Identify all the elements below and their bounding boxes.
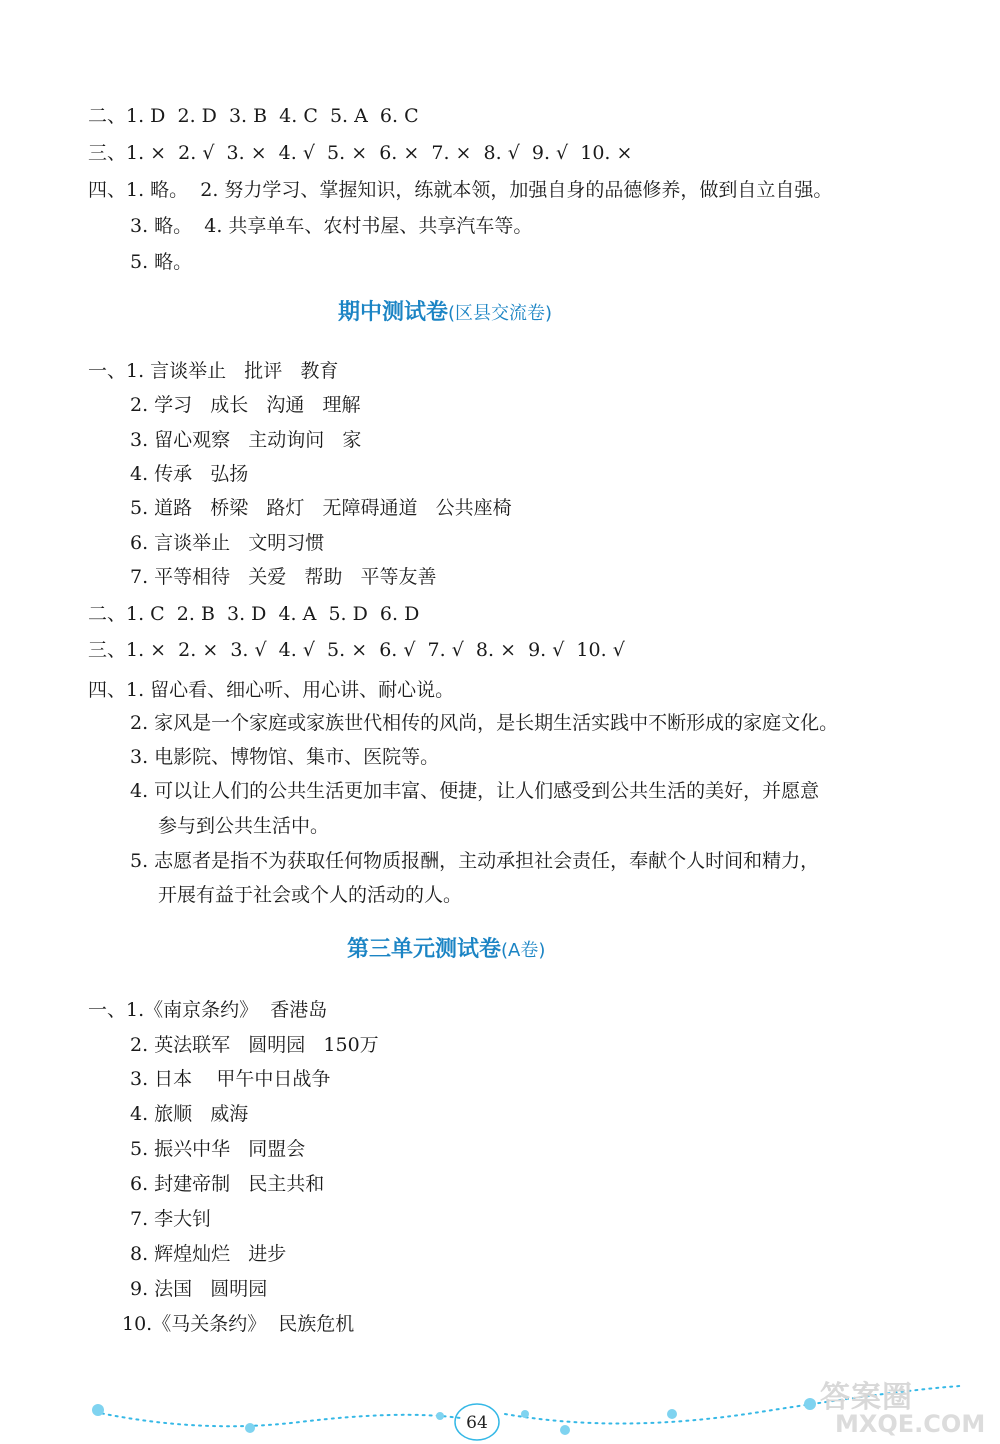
page-number: 64	[466, 1413, 488, 1433]
section-title-text: 第三单元测试卷	[347, 937, 502, 962]
answer-line: 3. 电影院、博物馆、集市、医院等。	[130, 746, 440, 768]
answer-line: 2. 学习 成长 沟通 理解	[130, 394, 361, 416]
answer-line: 二、1. D 2. D 3. B 4. C 5. A 6. C	[88, 105, 419, 127]
answer-line: 9. 法国 圆明园	[130, 1278, 268, 1300]
answer-line: 四、1. 留心看、细心听、用心讲、耐心说。	[88, 679, 455, 701]
section-subtitle: (A卷)	[501, 940, 546, 961]
section-subtitle: (区县交流卷)	[448, 303, 553, 324]
answer-line: 5. 道路 桥梁 路灯 无障碍通道 公共座椅	[130, 497, 512, 519]
answer-line: 8. 辉煌灿烂 进步	[130, 1243, 287, 1265]
answer-line: 4. 可以让人们的公共生活更加丰富、便捷，让人们感受到公共生活的美好，并愿意	[130, 780, 820, 802]
answer-line: 4. 传承 弘扬	[130, 463, 249, 485]
answer-line: 3. 日本 甲午中日战争	[130, 1068, 331, 1090]
answer-line: 6. 封建帝制 民主共和	[130, 1173, 325, 1195]
answer-line: 5. 振兴中华 同盟会	[130, 1138, 306, 1160]
answer-line: 2. 家风是一个家庭或家族世代相传的风尚，是长期生活实践中不断形成的家庭文化。	[130, 712, 839, 734]
answer-line: 3. 留心观察 主动询问 家	[130, 429, 362, 451]
answer-line: 一、1. 言谈举止 批评 教育	[88, 360, 339, 382]
answer-line: 10.《马关条约》 民族危机	[122, 1313, 355, 1335]
answer-line: 7. 李大钊	[130, 1208, 212, 1230]
answer-line: 参与到公共生活中。	[158, 815, 330, 837]
answer-line: 三、1. × 2. × 3. √ 4. √ 5. × 6. √ 7. √ 8. × 9. √ 10. √	[88, 639, 625, 661]
watermark-url: MXQE.COM	[835, 1410, 986, 1438]
answer-line: 5. 略。	[130, 251, 193, 273]
answer-line: 二、1. C 2. B 3. D 4. A 5. D 6. D	[88, 603, 420, 625]
answer-line: 4. 旅顺 威海	[130, 1103, 249, 1125]
answer-line: 2. 英法联军 圆明园 150万	[130, 1034, 379, 1056]
answer-line: 5. 志愿者是指不为获取任何物质报酬，主动承担社会责任，奉献个人时间和精力，	[130, 850, 820, 872]
answer-line: 7. 平等相待 关爱 帮助 平等友善	[130, 566, 437, 588]
section-title-midterm	[338, 298, 552, 329]
watermark-logo: 答案圈	[820, 1380, 913, 1415]
section-title-unit3	[347, 935, 545, 966]
answer-line: 三、1. × 2. √ 3. × 4. √ 5. × 6. × 7. × 8. √ 9. √ 10. ×	[88, 142, 633, 164]
answer-line: 3. 略。 4. 共享单车、农村书屋、共享汽车等。	[130, 215, 533, 237]
answer-line: 一、1.《南京条约》 香港岛	[88, 999, 328, 1021]
section-title-text: 期中测试卷	[338, 300, 449, 325]
answer-line: 6. 言谈举止 文明习惯	[130, 532, 325, 554]
answer-line: 四、1. 略。 2. 努力学习、掌握知识，练就本领，加强自身的品德修养，做到自立自强。	[88, 179, 833, 201]
answer-line: 开展有益于社会或个人的活动的人。	[158, 884, 463, 906]
